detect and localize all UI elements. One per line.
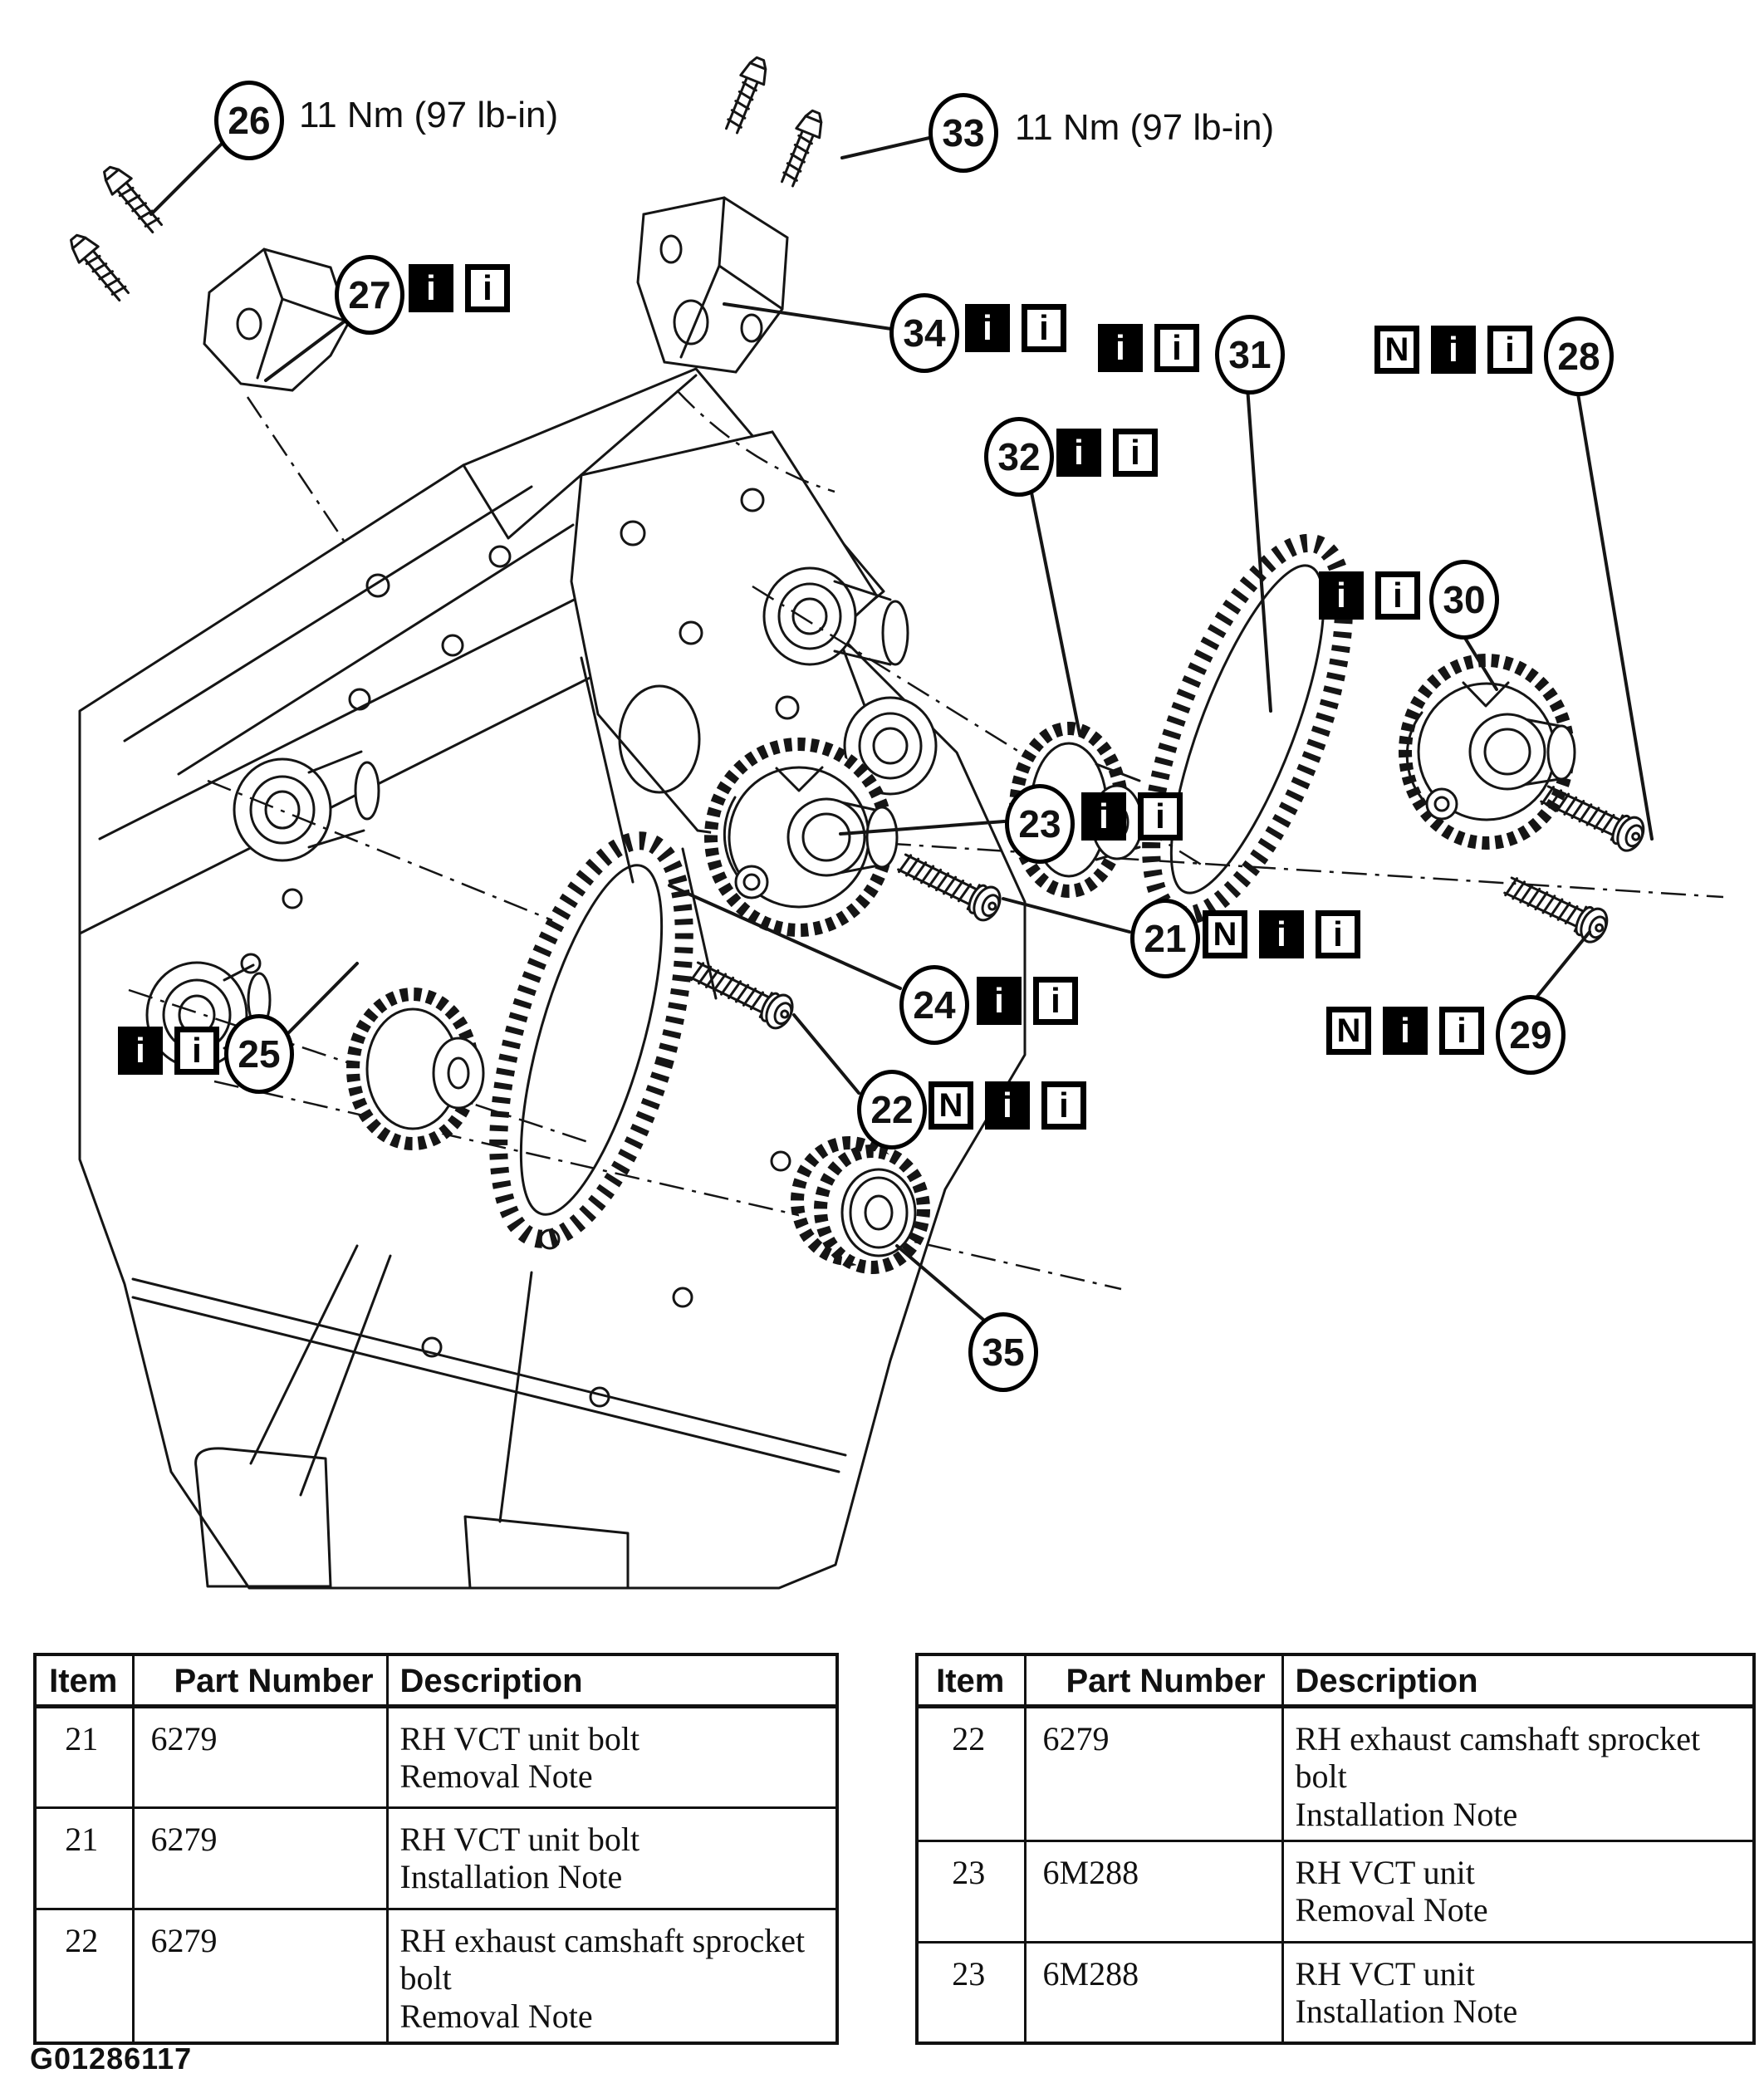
- table-header-row: [917, 1654, 1754, 1706]
- description-text: RH exhaust camshaft sprocket bolt: [399, 1921, 806, 1997]
- info-outline-box-22: i: [1041, 1081, 1086, 1130]
- note-box-28: N: [1374, 326, 1419, 374]
- callout-25: 25: [224, 1014, 294, 1094]
- info-filled-box-32: i: [1056, 429, 1101, 477]
- col-header-part-number: Part Number: [133, 1654, 387, 1706]
- table-header-row: [35, 1654, 837, 1706]
- note-text: Removal Note: [399, 1997, 593, 2035]
- info-filled-box-23: i: [1081, 792, 1126, 841]
- info-filled-box-25: i: [118, 1027, 163, 1075]
- info-filled-box-28: i: [1431, 326, 1476, 374]
- torque-text: 11 Nm (97 lb-in): [299, 95, 559, 135]
- callout-26: 26: [214, 81, 284, 160]
- part-number-cell: 6279: [133, 1807, 387, 1909]
- description-text: RH VCT unit: [1295, 1853, 1475, 1891]
- sprocket-lh: [353, 994, 483, 1144]
- note-box-21: N: [1203, 910, 1247, 958]
- description-text: RH VCT unit: [1295, 1954, 1475, 1993]
- bolt-29: [1501, 870, 1612, 946]
- info-filled-box-29: i: [1383, 1007, 1428, 1055]
- callout-28: 28: [1544, 316, 1614, 396]
- bolts-26: [65, 161, 167, 305]
- description-text: RH VCT unit bolt: [399, 1820, 640, 1858]
- info-outline-box-28: i: [1487, 326, 1532, 374]
- info-filled-box-31: i: [1098, 324, 1143, 372]
- col-header-item: Item: [35, 1654, 133, 1706]
- bracket-34: [638, 198, 787, 372]
- part-number-cell: 6279: [1025, 1706, 1282, 1841]
- note-text: Removal Note: [1295, 1891, 1488, 1929]
- callout-24: 24: [899, 965, 969, 1045]
- item-cell: 23: [917, 1942, 1025, 2043]
- callout-29: 29: [1496, 995, 1566, 1075]
- info-outline-box-29: i: [1439, 1007, 1484, 1055]
- callout-32: 32: [984, 417, 1054, 497]
- description-cell: [1282, 1706, 1754, 1841]
- description-cell: [387, 1706, 837, 1807]
- bolt-28: [1537, 778, 1649, 855]
- info-outline-box-30: i: [1375, 571, 1420, 620]
- torque-text: 11 Nm (97 lb-in): [1015, 107, 1275, 148]
- note-box-29: N: [1326, 1007, 1371, 1055]
- info-filled-box-24: i: [977, 977, 1022, 1025]
- bolts-33: [720, 54, 828, 188]
- vct-unit-30: [1405, 660, 1575, 843]
- callout-21: 21: [1130, 899, 1200, 978]
- bracket-27: [204, 249, 349, 390]
- col-header-description: Description: [1282, 1654, 1754, 1706]
- description-cell: [1282, 1841, 1754, 1942]
- note-text: Installation Note: [399, 1858, 623, 1896]
- callout-27: 27: [335, 255, 404, 335]
- item-cell: 22: [35, 1909, 133, 2043]
- callout-22: 22: [857, 1070, 927, 1149]
- info-filled-box-21: i: [1259, 910, 1304, 958]
- col-header-item: Item: [917, 1654, 1025, 1706]
- info-filled-box-34: i: [965, 304, 1010, 352]
- crank-sprocket-35: [797, 1143, 924, 1267]
- info-outline-box-25: i: [174, 1027, 219, 1075]
- timing-chain-lh: [461, 821, 722, 1259]
- col-header-part-number: Part Number: [1025, 1654, 1282, 1706]
- info-filled-box-27: i: [409, 264, 453, 312]
- bolt-21: [894, 846, 1005, 924]
- table-row: [35, 1909, 837, 2043]
- item-cell: 23: [917, 1841, 1025, 1942]
- torque-label-33: [1015, 107, 1274, 149]
- callout-35: 35: [968, 1312, 1038, 1392]
- callout-33: 33: [929, 93, 998, 173]
- item-cell: 22: [917, 1706, 1025, 1841]
- part-number-cell: 6M288: [1025, 1841, 1282, 1942]
- info-outline-box-31: i: [1154, 324, 1199, 372]
- info-outline-box-21: i: [1316, 910, 1360, 958]
- table-row: [917, 1706, 1754, 1841]
- callout-30: 30: [1429, 560, 1499, 640]
- parts-table-right: [915, 1653, 1756, 2045]
- description-text: RH exhaust camshaft sprocket bolt: [1295, 1719, 1701, 1796]
- table-row: [35, 1706, 837, 1807]
- table-row: [917, 1942, 1754, 2043]
- note-text: Installation Note: [1295, 1795, 1518, 1833]
- info-outline-box-27: i: [465, 264, 510, 312]
- part-number-cell: 6M288: [1025, 1942, 1282, 2043]
- part-number-cell: 6279: [133, 1706, 387, 1807]
- torque-label-26: [299, 95, 558, 136]
- note-box-22: N: [929, 1081, 973, 1130]
- col-header-description: Description: [387, 1654, 837, 1706]
- info-outline-box-23: i: [1138, 792, 1183, 841]
- callout-31: 31: [1215, 315, 1285, 395]
- figure-code: G01286117: [30, 2042, 193, 2076]
- info-outline-box-32: i: [1113, 429, 1158, 477]
- parts-table-left: [33, 1653, 839, 2045]
- info-filled-box-22: i: [985, 1081, 1030, 1130]
- description-cell: [387, 1807, 837, 1909]
- callout-34: 34: [889, 293, 959, 373]
- bolt-22: [687, 954, 797, 1032]
- info-outline-box-34: i: [1022, 304, 1066, 352]
- table-row: [35, 1807, 837, 1909]
- item-cell: 21: [35, 1807, 133, 1909]
- item-cell: 21: [35, 1706, 133, 1807]
- info-outline-box-24: i: [1033, 977, 1078, 1025]
- callout-23: 23: [1005, 784, 1075, 864]
- part-number-cell: 6279: [133, 1909, 387, 2043]
- note-text: Installation Note: [1295, 1993, 1518, 2031]
- description-cell: [1282, 1942, 1754, 2043]
- description-cell: [387, 1909, 837, 2043]
- note-text: Removal Note: [399, 1757, 593, 1796]
- table-row: [917, 1841, 1754, 1942]
- info-filled-box-30: i: [1319, 571, 1364, 620]
- description-text: RH VCT unit bolt: [399, 1719, 640, 1757]
